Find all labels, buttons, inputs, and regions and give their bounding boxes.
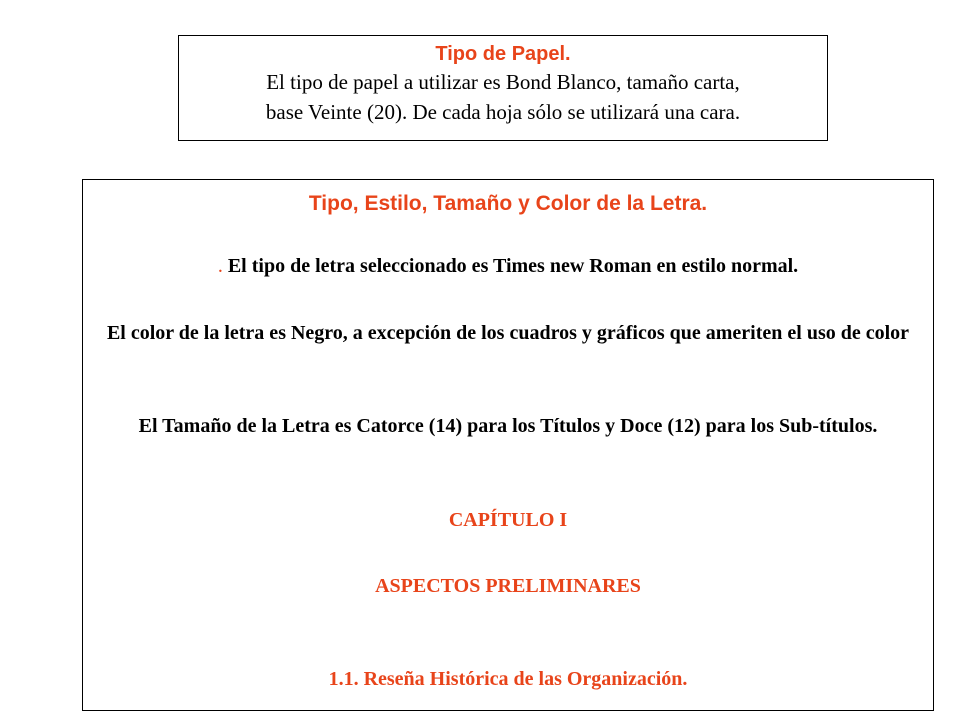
section-heading: 1.1. Reseña Histórica de las Organización. (328, 668, 688, 690)
font-type-text: El tipo de letra seleccionado es Times new Roman en estilo normal. (227, 255, 799, 277)
paper-type-box (178, 35, 828, 141)
font-type-bullet: . (217, 255, 223, 277)
chapter-title: ASPECTOS PRELIMINARES (375, 575, 641, 597)
font-spec-box (82, 179, 934, 711)
paper-type-title: Tipo de Papel. (435, 43, 571, 65)
chapter-heading: CAPÍTULO I (448, 509, 568, 531)
font-spec-title: Tipo, Estilo, Tamaño y Color de la Letra. (308, 192, 708, 215)
font-color-paragraph: El color de la letra es Negro, a excepción de los cuadros y gráficos que ameriten el uso de color (106, 322, 910, 344)
font-type-paragraph (93, 250, 923, 282)
paper-type-line-1: El tipo de papel a utilizar es Bond Blanco, tamaño carta, (266, 70, 740, 94)
font-size-paragraph: El Tamaño de la Letra es Catorce (14) para los Títulos y Doce (12) para los Sub-títulos. (138, 415, 878, 437)
paper-type-line-2: base Veinte (20). De cada hoja sólo se utilizará una cara. (265, 100, 741, 124)
